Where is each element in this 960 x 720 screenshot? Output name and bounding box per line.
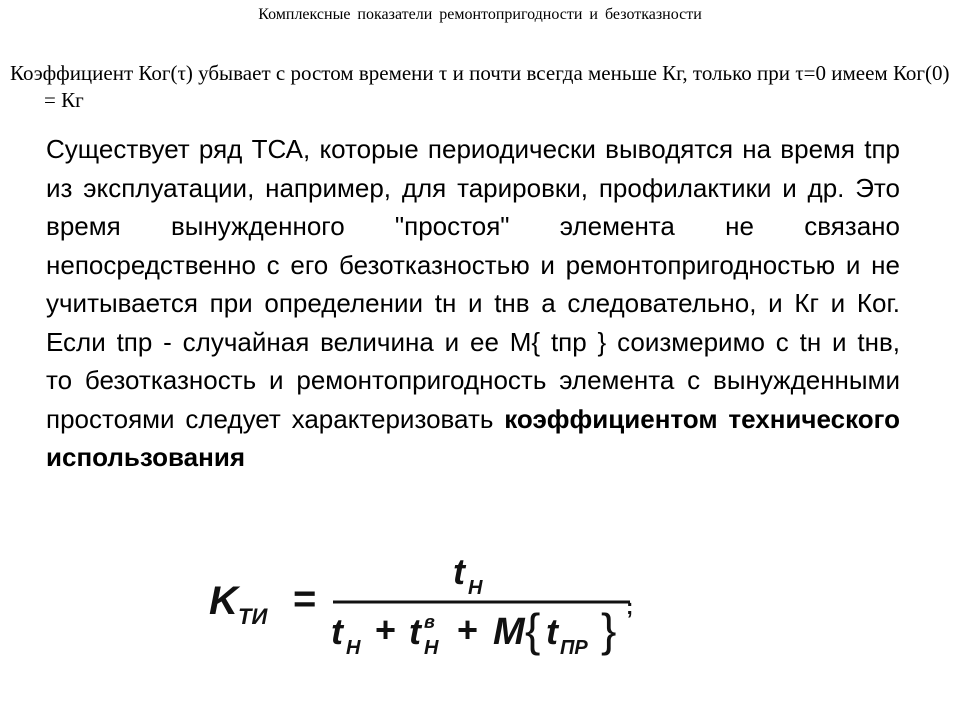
formula-den-t3-subscript: ПР xyxy=(560,637,588,659)
formula-den-t2-symbol: t xyxy=(409,611,421,652)
formula-lhs-symbol: K xyxy=(209,579,238,623)
statement-text: Коэффициент Ког(τ) убывает с ростом времени τ и почти всегда меньше Кг, только при τ=0 имеем Ког(0) = Кг xyxy=(10,61,950,112)
slide-title: Комплексные показатели ремонтопригодности и безотказности xyxy=(258,6,702,23)
formula-numerator-subscript: H xyxy=(468,577,483,599)
formula-lhs-subscript: ТИ xyxy=(238,604,268,629)
formula-den-t2-subscript: H xyxy=(424,637,439,659)
formula-den-t1-symbol: t xyxy=(331,611,343,652)
formula-equals: = xyxy=(293,577,317,621)
formula-brace-open: { xyxy=(525,604,541,656)
formula-plus-2: + xyxy=(457,609,479,650)
body-emphasis: коэффициентом технического использования xyxy=(46,403,900,472)
body-paragraph-text: Существует ряд ТСА, которые периодически выводятся на время tпр из эксплуатации, например, для тарировки, профилактики и др. Это время вынужденного "простоя" элемента не связано непосредственно с его безотказностью и ремонтопригодностью и не учитывается при определении tн и tнв а следовательно, и Кг и Ког. Если tпр - случайная величина и ее М{ tпр } соизмеримо с tн и tнв, то безотказность и ремонтопригодность элемента с вынужденными простоями следует характеризовать xyxy=(46,134,900,434)
formula-expectation: M xyxy=(493,611,525,653)
formula-den-t1-subscript: H xyxy=(346,637,361,659)
formula-plus-1: + xyxy=(375,609,397,650)
formula-den-t3-symbol: t xyxy=(546,611,558,652)
formula-den-t2-superscript: в xyxy=(424,612,435,632)
formula-brace-close: } xyxy=(601,604,617,656)
body-paragraph xyxy=(46,130,900,477)
formula-svg xyxy=(205,552,645,670)
formula-trailing: ; xyxy=(626,594,634,619)
formula-numerator-symbol: t xyxy=(453,552,465,592)
formula-ktu xyxy=(205,552,645,670)
